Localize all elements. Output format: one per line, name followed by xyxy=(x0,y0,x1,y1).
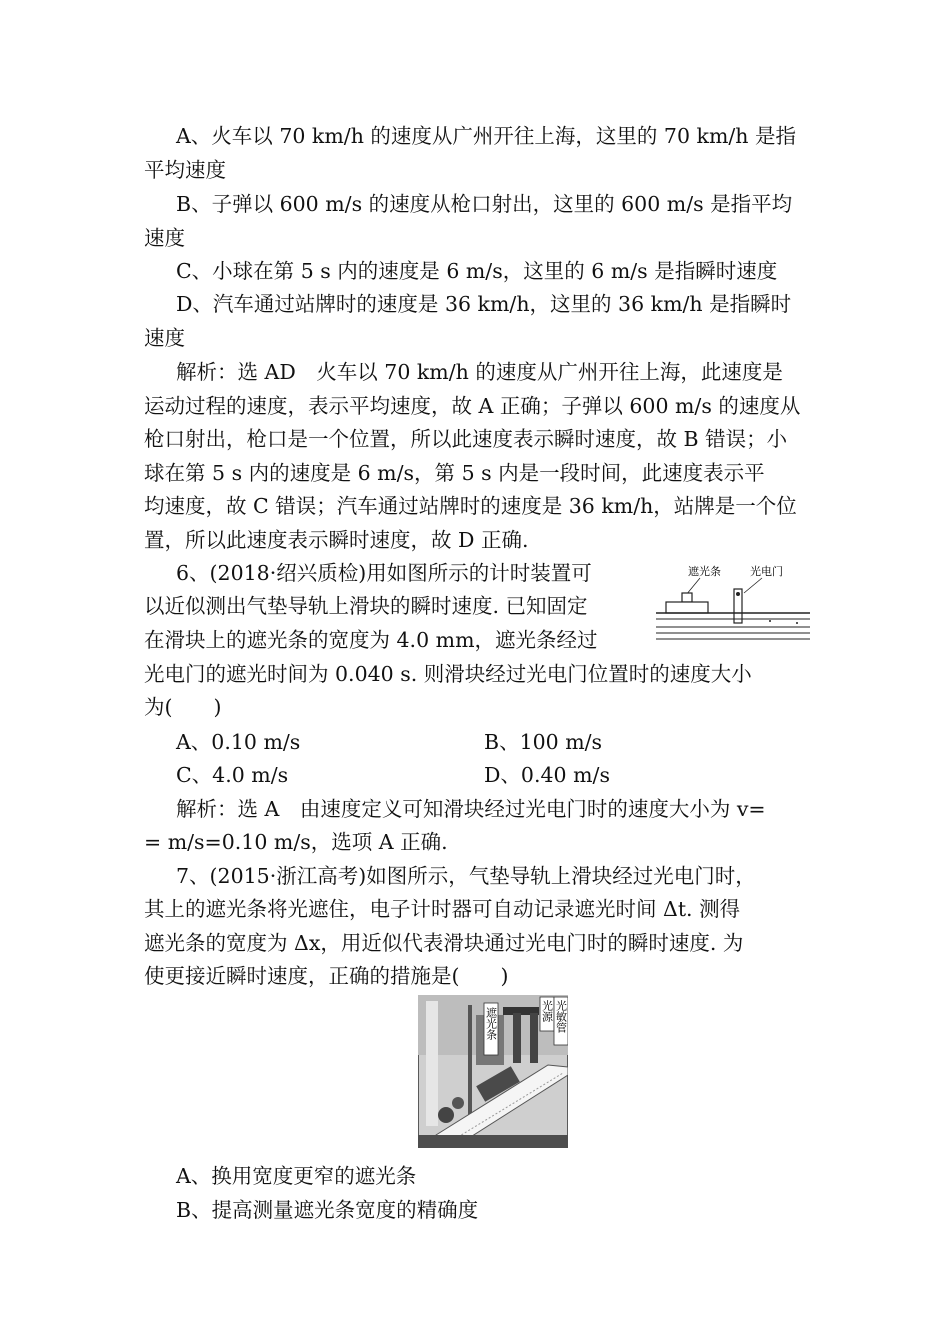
q5-option-c: C、小球在第 5 s 内的速度是 6 m/s，这里的 6 m/s 是指瞬时速度 xyxy=(176,259,778,283)
q6-label-shade: 遮光条 xyxy=(688,565,721,578)
q7-stem-line: 使更接近瞬时速度，正确的措施是( ) xyxy=(144,964,509,988)
q7-stem-line: 7、(2015·浙江高考)如图所示，气垫导轨上滑块经过光电门时， xyxy=(176,864,756,888)
q7-stem-line: 其上的遮光条将光遮住，电子计时器可自动记录遮光时间 Δt. 测得 xyxy=(144,897,741,921)
q7-option-b: B、提高测量遮光条宽度的精确度 xyxy=(176,1198,479,1222)
q5-analysis-line: 置，所以此速度表示瞬时速度，故 D 正确. xyxy=(144,528,529,552)
q7-label-shade: 遮光条 xyxy=(484,1007,498,1040)
q7-apparatus-photo xyxy=(418,995,568,1148)
q5-option-a-cont: 平均速度 xyxy=(144,158,226,182)
q6-option-d: D、0.40 m/s xyxy=(484,763,610,787)
q7-label-source: 光源 xyxy=(540,1000,554,1022)
q5-option-d-cont: 速度 xyxy=(144,326,185,350)
q6-option-b: B、100 m/s xyxy=(484,730,603,754)
q6-analysis-line: 解析：选 A 由速度定义可知滑块经过光电门时的速度大小为 v= xyxy=(176,797,766,821)
q7-option-a: A、换用宽度更窄的遮光条 xyxy=(176,1164,417,1188)
q5-option-a: A、火车以 70 km/h 的速度从广州开往上海，这里的 70 km/h 是指 xyxy=(176,124,797,148)
q5-option-b-cont: 速度 xyxy=(144,226,185,250)
q5-analysis-line: 解析：选 AD 火车以 70 km/h 的速度从广州开往上海，此速度是 xyxy=(176,360,783,384)
q5-analysis-line: 均速度，故 C 错误；汽车通过站牌时的速度是 36 km/h，站牌是一个位 xyxy=(144,494,797,518)
q6-label-gate: 光电门 xyxy=(750,565,783,578)
q6-stem-line: 光电门的遮光时间为 0.040 s. 则滑块经过光电门位置时的速度大小 xyxy=(144,662,752,686)
q6-stem-line: 在滑块上的遮光条的宽度为 4.0 mm，遮光条经过 xyxy=(144,628,598,652)
q6-analysis-line: = m/s=0.10 m/s，选项 A 正确. xyxy=(144,830,448,854)
q6-air-track-figure xyxy=(652,563,812,653)
q6-stem-line: 6、(2018·绍兴质检)用如图所示的计时装置可 xyxy=(176,561,592,585)
q6-stem-line: 为( ) xyxy=(144,695,222,719)
q7-stem-line: 遮光条的宽度为 Δx，用近似代表滑块通过光电门时的瞬时速度. 为 xyxy=(144,931,744,955)
q5-option-b: B、子弹以 600 m/s 的速度从枪口射出，这里的 600 m/s 是指平均 xyxy=(176,192,793,216)
q6-option-a: A、0.10 m/s xyxy=(176,730,301,754)
q6-option-c: C、4.0 m/s xyxy=(176,763,289,787)
q5-analysis-line: 枪口射出，枪口是一个位置，所以此速度表示瞬时速度，故 B 错误；小 xyxy=(144,427,788,451)
q7-label-sensor: 光敏管 xyxy=(554,1000,568,1033)
q6-stem-line: 以近似测出气垫导轨上滑块的瞬时速度. 已知固定 xyxy=(144,594,588,618)
q5-option-d: D、汽车通过站牌时的速度是 36 km/h，这里的 36 km/h 是指瞬时 xyxy=(176,292,792,316)
q5-analysis-line: 球在第 5 s 内的速度是 6 m/s，第 5 s 内是一段时间，此速度表示平 xyxy=(144,461,765,485)
q5-analysis-line: 运动过程的速度，表示平均速度，故 A 正确；子弹以 600 m/s 的速度从 xyxy=(144,394,801,418)
